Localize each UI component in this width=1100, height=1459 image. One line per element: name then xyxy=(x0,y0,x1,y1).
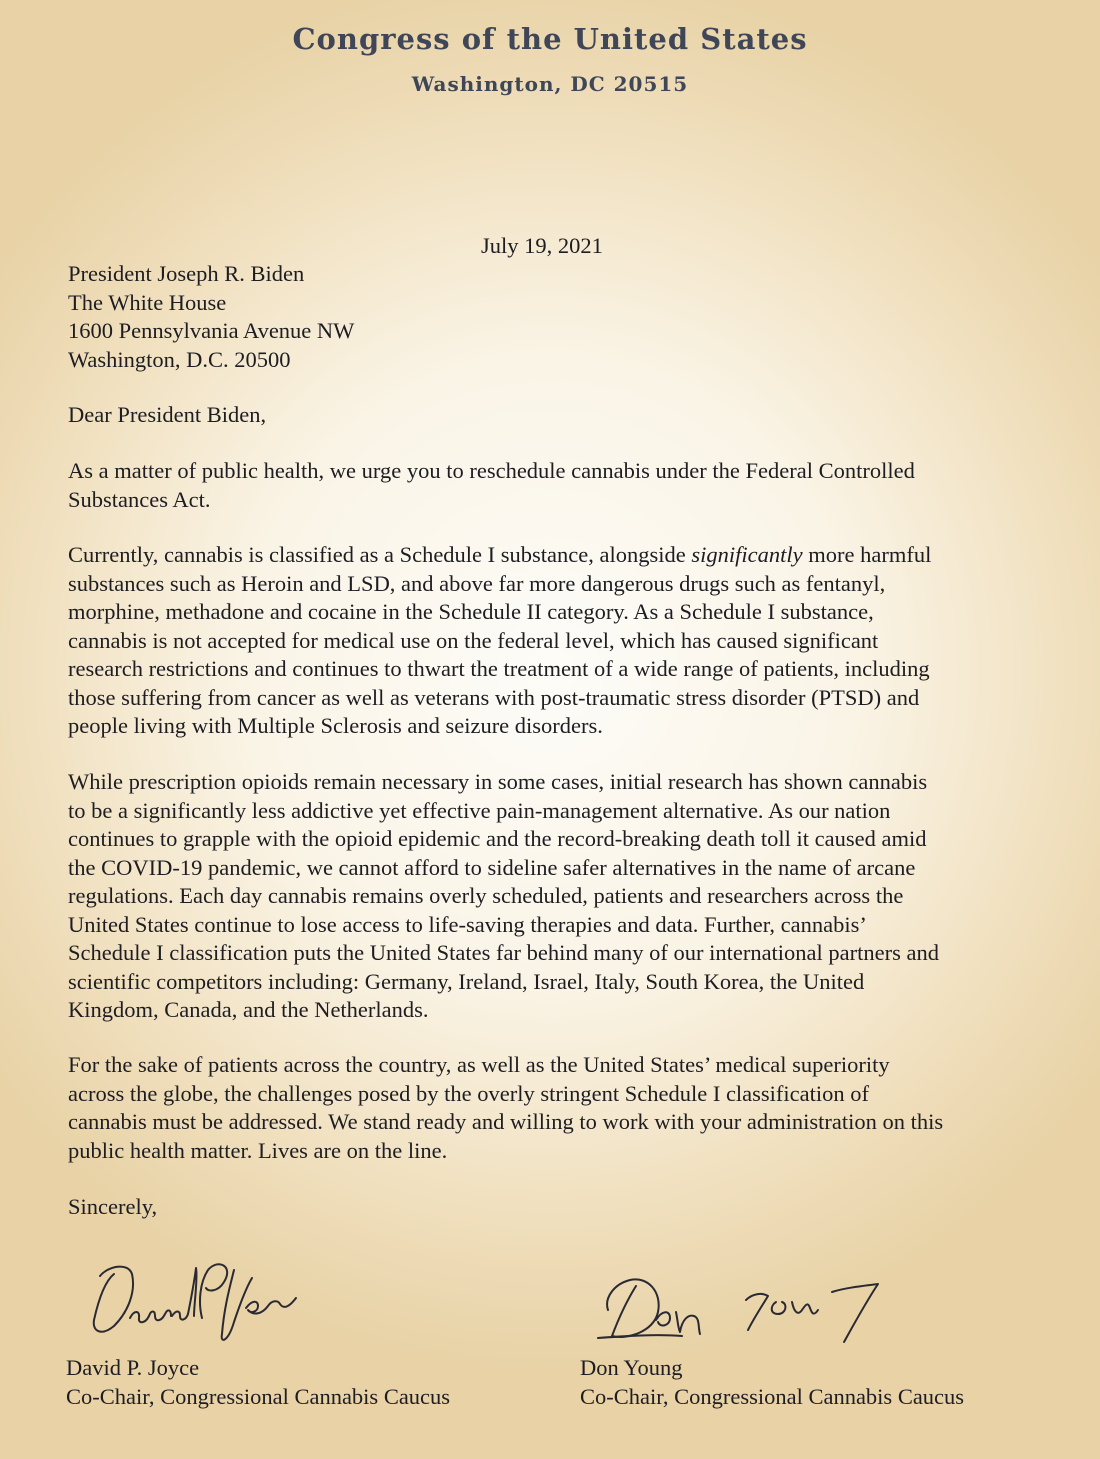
signature-young xyxy=(596,1262,896,1352)
paragraph-line: Substances Act. xyxy=(68,486,211,512)
closing: Sincerely, xyxy=(68,1194,158,1219)
paragraph-line: substances such as Heroin and LSD, and above far more dangerous drugs such as fentanyl, xyxy=(68,570,886,596)
paragraph-line: continues to grapple with the opioid epidemic and the record-breaking death toll it caused amid xyxy=(68,826,927,851)
paragraph-line: those suffering from cancer as well as veterans with post-traumatic stress disorder (PTSD) and xyxy=(68,684,920,710)
recipient-line: Washington, D.C. 20500 xyxy=(68,346,291,372)
paragraph-line: cannabis is not accepted for medical use on the federal level, which has caused significant xyxy=(68,627,879,653)
recipient-line: President Joseph R. Biden xyxy=(68,261,305,286)
paragraph-line: United States continue to lose access to life-saving therapies and data. Further, cannabis’ xyxy=(68,911,867,937)
paragraph-line: cannabis must be addressed. We stand ready and willing to work with your administration on this xyxy=(68,1109,944,1134)
salutation: Dear President Biden, xyxy=(68,402,267,427)
paragraph-line: Kingdom, Canada, and the Netherlands. xyxy=(68,997,429,1022)
recipient-address xyxy=(68,260,354,374)
recipient-line: 1600 Pennsylvania Avenue NW xyxy=(68,318,355,343)
paragraph-line: scientific competitors including: Germany, Ireland, Israel, Italy, South Korea, the United xyxy=(68,968,865,994)
signature-joyce xyxy=(84,1252,299,1348)
paragraph-line: to be a significantly less addictive yet effective pain-management alternative. As our nation xyxy=(68,797,891,823)
paragraph-line: While prescription opioids remain necessary in some cases, initial research has shown cannabis xyxy=(68,769,928,794)
signatory-block-2 xyxy=(580,1354,964,1411)
signatory-title: Co-Chair, Congressional Cannabis Caucus xyxy=(580,1383,965,1409)
letterhead-title: Congress of the United States xyxy=(292,22,808,56)
paragraph-line: people living with Multiple Sclerosis and seizure disorders. xyxy=(68,713,603,738)
paragraph-line: the COVID-19 pandemic, we cannot afford to sideline safer alternatives in the name of arcane xyxy=(68,854,916,880)
text-run: Currently, cannabis is classified as a Schedule I substance, alongside xyxy=(68,542,692,567)
signatory-name: David P. Joyce xyxy=(66,1355,200,1380)
body-paragraph-4 xyxy=(68,1051,1038,1165)
body-paragraph-3 xyxy=(68,768,1038,1025)
signatory-name: Don Young xyxy=(580,1355,683,1380)
paragraph-line: regulations. Each day cannabis remains overly scheduled, patients and researchers across the xyxy=(68,883,904,908)
signatory-block-1 xyxy=(66,1354,450,1411)
paragraph-line: research restrictions and continues to thwart the treatment of a wide range of patients, including xyxy=(68,656,930,681)
text-run: more harmful xyxy=(802,542,932,567)
paragraph-line: For the sake of patients across the country, as well as the United States’ medical superiority xyxy=(68,1052,890,1077)
paragraph-line xyxy=(68,541,1038,570)
paragraph-line: morphine, methadone and cocaine in the Schedule II category. As a Schedule I substance, xyxy=(68,599,874,624)
body-paragraph-2 xyxy=(68,541,1038,741)
body-paragraph-1 xyxy=(68,457,1038,514)
paragraph-line: across the globe, the challenges posed by the overly stringent Schedule I classification of xyxy=(68,1080,870,1106)
letter-date: July 19, 2021 xyxy=(481,233,603,258)
paragraph-line: Schedule I classification puts the United States far behind many of our international partners and xyxy=(68,940,939,965)
recipient-line: The White House xyxy=(68,289,227,315)
emphasis-text: significantly xyxy=(691,542,803,567)
paragraph-line: As a matter of public health, we urge you to reschedule cannabis under the Federal Controlled xyxy=(68,458,915,483)
paragraph-line: public health matter. Lives are on the line. xyxy=(68,1137,448,1163)
letterhead-address: Washington, DC 20515 xyxy=(411,72,689,96)
signatory-title: Co-Chair, Congressional Cannabis Caucus xyxy=(66,1383,451,1409)
